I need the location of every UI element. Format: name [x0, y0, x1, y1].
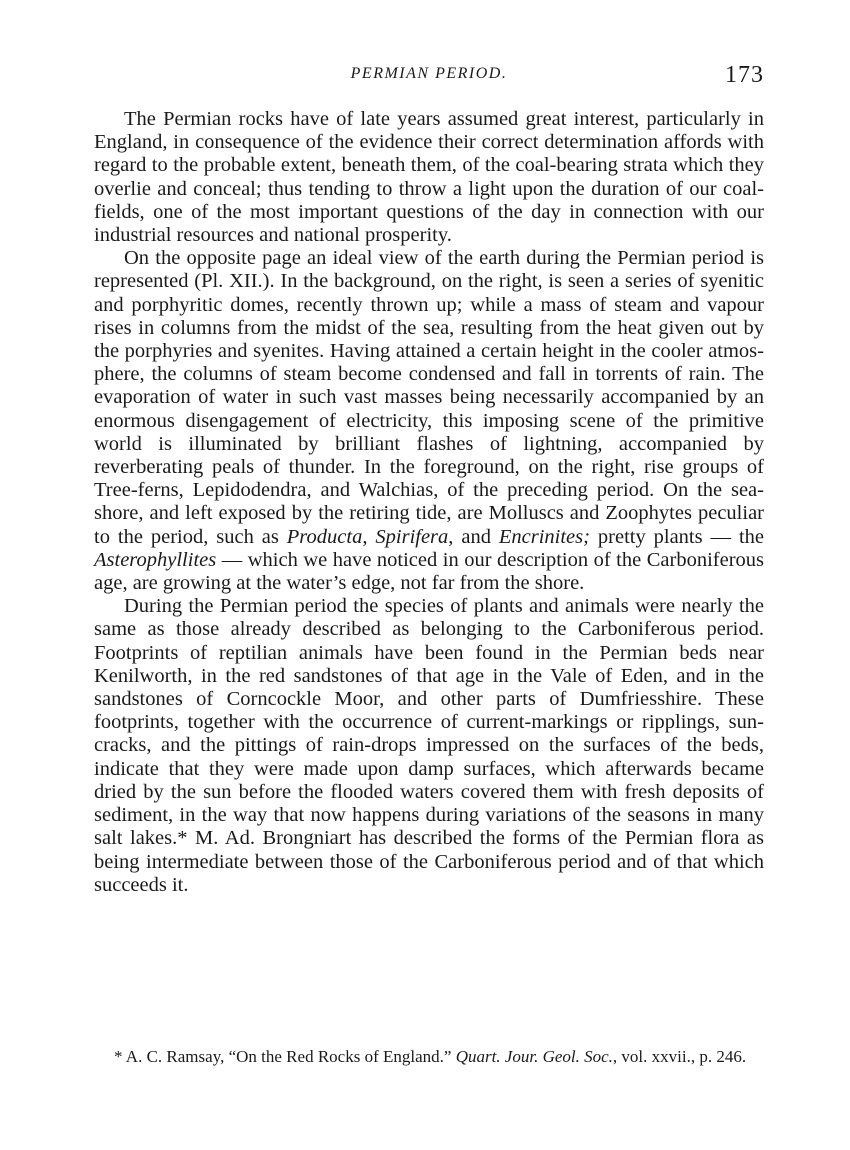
footnote — [94, 1046, 764, 1067]
text-run: , — [362, 525, 376, 548]
text-run: , and — [448, 525, 499, 548]
running-title: PERMIAN PERIOD. — [350, 65, 508, 82]
italic-text: Producta — [286, 525, 363, 548]
running-head — [94, 62, 764, 90]
body-text — [94, 108, 764, 897]
italic-text: Quart. Jour. Geol. Soc. — [455, 1047, 613, 1066]
text-run: * A. C. Ramsay, “On the Red Rocks of England.” — [114, 1047, 456, 1066]
paragraph — [94, 595, 764, 897]
text-run: During the Permian period the species of plants and animals were nearly the same as those already described as belonging to the Carboniferous period. Footprints of reptilian animals have been found in the Permian beds near Kenilworth, in the red sandstones of that age in the Vale of Eden, and in the sandstones of Corncockle Moor, and other parts of Dumfriesshire. These footprints, together with the occurrence of current-markings or ripplings, sun-cracks, and the pittings of rain-drops impressed on the surfaces of the beds, indicate that they were made upon damp surfaces, which afterwards became dried by the sun before the flooded waters covered them with fresh deposits of sediment, in the way that now happens during variations of the seasons in many salt lakes.* M. Ad. Brongniart has described the forms of the Permian flora as being intermediate between those of the Carboniferous period and of that which succeeds it. — [94, 595, 764, 896]
text-run: , vol. xxvii., p. 246. — [612, 1047, 747, 1066]
text-run: The Permian rocks have of late years assumed great interest, particularly in England, in consequence of the evidence their correct determination affords with regard to the probable extent, beneath them, of the coal-bearing strata which they overlie and conceal; thus tending to throw a light upon the duration of our coal-fields, one of the most important questions of the day in connection with our industrial resources and national prosperity. — [94, 108, 764, 247]
paragraph — [94, 108, 764, 247]
paragraph — [94, 247, 764, 595]
text-run: On the opposite page an ideal view of the earth during the Permian period is represented (Pl. XII.). In the background, on the right, is seen a series of syenitic and porphyritic domes, recently thrown up; while a mass of steam and vapour rises in columns from the midst of the sea, resulting from the heat given out by the porphyries and syenites. Having attained a certain height in the cooler atmosphere, the columns of steam become condensed and fall in torrents of rain. The evaporation of water in such vast masses being necessarily accompanied by an enormous disengagement of electricity, this imposing scene of the primitive world is illuminated by brilliant flashes of lightning, accompanied by reverberating peals of thunder. In the foreground, on the right, rise groups of Tree-ferns, Lepidodendra, and Walchias, of the preceding period. On the seashore, and left exposed by the retiring tide, are Molluscs and Zoophytes peculiar to the period, such as — [94, 247, 764, 548]
italic-text: Encrinites; — [498, 525, 590, 548]
footnote-text — [94, 1046, 764, 1067]
text-run: — which we have noticed in our description of the Carboniferous age, are growing at the water’s edge, not far from the shore. — [94, 548, 764, 595]
italic-text: Asterophyllites — [94, 548, 217, 571]
page-number: 173 — [725, 62, 764, 88]
italic-text: Spirifera — [375, 525, 449, 548]
text-run: pretty plants — the — [589, 525, 765, 548]
